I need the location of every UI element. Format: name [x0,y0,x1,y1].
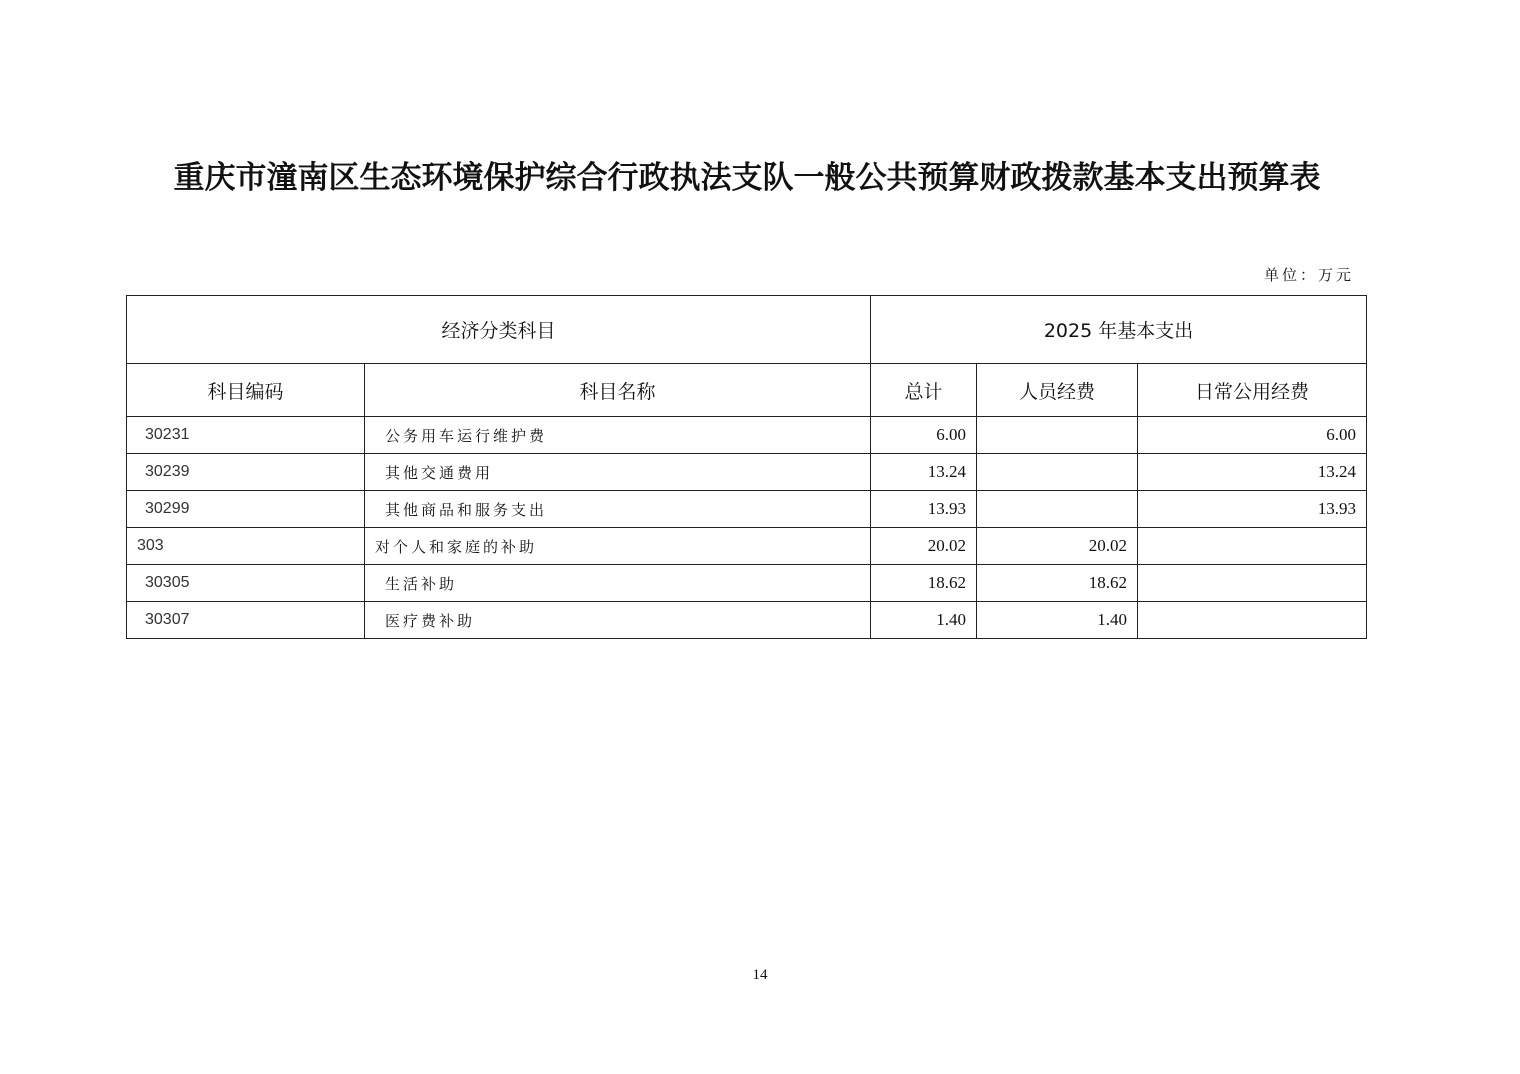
cell-total: 13.93 [871,491,977,528]
cell-personnel [977,491,1138,528]
cell-total: 1.40 [871,602,977,639]
cell-code: 30231 [127,417,365,454]
cell-code: 30299 [127,491,365,528]
cell-personnel [977,417,1138,454]
cell-total: 20.02 [871,528,977,565]
cell-total: 18.62 [871,565,977,602]
cell-total: 6.00 [871,417,977,454]
table-row [127,491,1367,528]
cell-public: 13.24 [1138,454,1367,491]
column-header-personnel: 人员经费 [977,364,1138,417]
table-header-row [127,364,1367,417]
unit-label: 单位：万元 [1263,266,1354,284]
column-header-total: 总计 [871,364,977,417]
table-row [127,417,1367,454]
budget-table [126,295,1367,639]
cell-public [1138,602,1367,639]
table-row [127,528,1367,565]
cell-personnel: 20.02 [977,528,1138,565]
page-title: 重庆市潼南区生态环境保护综合行政执法支队一般公共预算财政拨款基本支出预算表 [173,160,1321,196]
table-row [127,454,1367,491]
table-header-group-row [127,296,1367,364]
cell-name: 其他交通费用 [365,454,871,491]
cell-public [1138,528,1367,565]
column-header-code: 科目编码 [127,364,365,417]
cell-total: 13.24 [871,454,977,491]
cell-code: 30307 [127,602,365,639]
cell-name: 对个人和家庭的补助 [365,528,871,565]
column-header-name: 科目名称 [365,364,871,417]
cell-personnel [977,454,1138,491]
header-basic-expenditure: 2025 年基本支出 [871,296,1367,364]
cell-name: 生活补助 [365,565,871,602]
cell-code: 30239 [127,454,365,491]
table-row [127,602,1367,639]
table-row [127,565,1367,602]
cell-public: 6.00 [1138,417,1367,454]
header-economic-classification: 经济分类科目 [127,296,871,364]
page-number: 14 [752,967,768,983]
cell-name: 公务用车运行维护费 [365,417,871,454]
column-header-public: 日常公用经费 [1138,364,1367,417]
cell-name: 其他商品和服务支出 [365,491,871,528]
cell-personnel: 18.62 [977,565,1138,602]
cell-public: 13.93 [1138,491,1367,528]
cell-public [1138,565,1367,602]
cell-code: 303 [127,528,365,565]
cell-code: 30305 [127,565,365,602]
cell-personnel: 1.40 [977,602,1138,639]
cell-name: 医疗费补助 [365,602,871,639]
